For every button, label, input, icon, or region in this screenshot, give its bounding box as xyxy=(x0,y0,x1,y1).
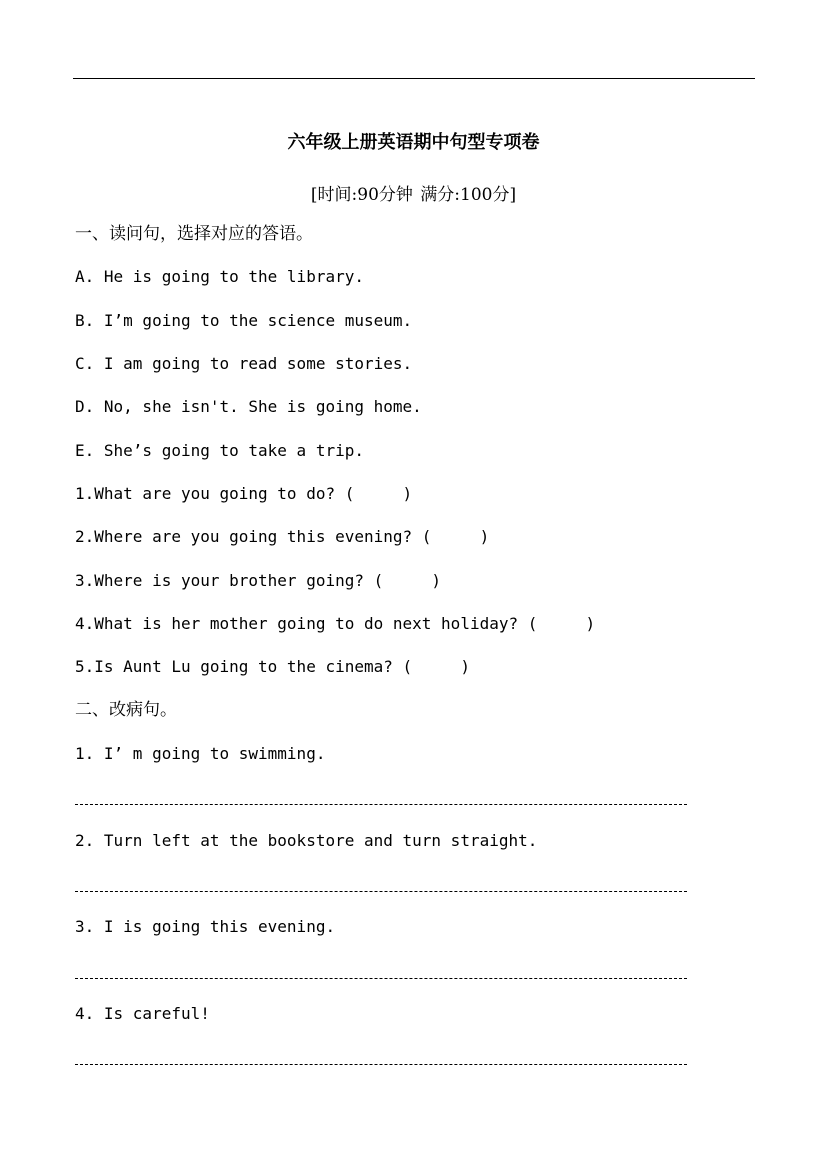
option-c: C. I am going to read some stories. xyxy=(75,354,413,373)
correction-item-1: 1. I’ m going to swimming. xyxy=(75,744,326,763)
exam-meta: [时间:90分钟 满分:100分] xyxy=(310,185,517,205)
section2-heading: 二、改病句。 xyxy=(75,700,177,720)
answer-line-3 xyxy=(75,978,687,979)
correction-item-4: 4. Is careful! xyxy=(75,1004,210,1023)
answer-line-2 xyxy=(75,891,687,892)
question-3: 3.Where is your brother going? ( ) xyxy=(75,571,442,590)
answer-line-1 xyxy=(75,804,687,805)
page-title: 六年级上册英语期中句型专项卷 xyxy=(287,132,540,153)
option-e: E. She’s going to take a trip. xyxy=(75,441,364,460)
answer-line-4 xyxy=(75,1064,687,1065)
header-rule xyxy=(73,78,755,79)
question-5: 5.Is Aunt Lu going to the cinema? ( ) xyxy=(75,657,470,676)
question-2: 2.Where are you going this evening? ( ) xyxy=(75,527,490,546)
section1-heading: 一、读问句，选择对应的答语。 xyxy=(75,224,313,244)
option-d: D. No, she isn't. She is going home. xyxy=(75,397,422,416)
option-a: A. He is going to the library. xyxy=(75,267,364,286)
question-1: 1.What are you going to do? ( ) xyxy=(75,484,413,503)
option-b: B. I’m going to the science museum. xyxy=(75,311,413,330)
correction-item-2: 2. Turn left at the bookstore and turn straight. xyxy=(75,831,538,850)
question-4: 4.What is her mother going to do next holiday? ( ) xyxy=(75,614,596,633)
correction-item-3: 3. I is going this evening. xyxy=(75,917,336,936)
